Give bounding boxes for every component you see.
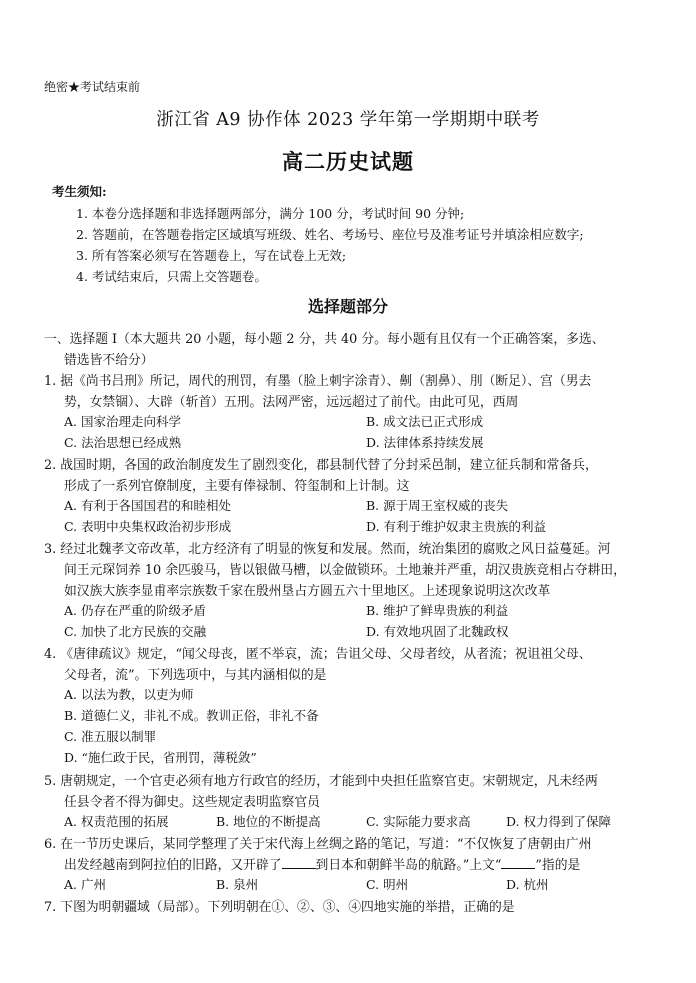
exam-subtitle: 高二历史试题: [282, 149, 414, 174]
section-title: 选择题部分: [307, 297, 388, 316]
notice-heading: 考生须知:: [52, 184, 107, 199]
confidential-mark: 绝密★考试结束前: [44, 80, 141, 94]
question-6-text: 6. 在一节历史课后，某同学整理了关于宋代海上丝绸之路的笔记，写道：“不仅恢复了唐朝由广州: [44, 837, 592, 852]
option-c: C. 加快了北方民族的交融: [64, 624, 207, 639]
option-a: A. 仍存在严重的阶级矛盾: [64, 603, 206, 618]
option-a: A. 广州: [64, 877, 106, 892]
question-7-text: 7. 下图为明朝疆域（局部）。下列明朝在①、②、③、④四地实施的举措，正确的是: [44, 900, 515, 915]
option-a: A. 国家治理走向科学: [64, 414, 181, 429]
question-6-text: [64, 854, 580, 873]
option-b: B. 道德仁义，非礼不成。教训正俗，非礼不备: [64, 708, 319, 723]
notice-item: 1. 本卷分选择题和非选择题两部分，满分 100 分，考试时间 90 分钟;: [76, 206, 465, 221]
question-3-text: 如汉族大族李显甫率宗族数千家在殷州垦占方圆五六十里地区。上述现象说明这次改革: [64, 584, 551, 599]
option-d: D. 有利于维护奴隶主贵族的利益: [366, 519, 547, 534]
fill-blank: [282, 856, 316, 869]
option-c: C. 明州: [366, 877, 409, 892]
question-5-text: 5. 唐朝规定，一个官吏必须有地方行政官的经历，才能到中央担任监察官吏。宋朝规定，凡未经两: [44, 774, 598, 789]
option-d: D. 权力得到了保障: [506, 814, 612, 829]
question-4-text: 父母者，流”。下列选项中，与其内涵相似的是: [64, 668, 327, 683]
question-4-text: 4. 《唐律疏议》规定，“闻父母丧，匿不举哀，流；告诅父母、父母者绞，从者流；祝诅祖父母、: [44, 647, 592, 662]
exam-title: 浙江省 A9 协作体 2023 学年第一学期期中联考: [156, 110, 540, 130]
option-c: C. 准五服以制罪: [64, 729, 157, 744]
part-instruction: 错选皆不给分）: [64, 353, 154, 368]
notice-item: 3. 所有答案必须写在答题卷上，写在试卷上无效;: [76, 248, 347, 263]
option-b: B. 成文法已正式形成: [366, 414, 484, 429]
notice-item: 4. 考试结束后，只需上交答题卷。: [76, 269, 267, 284]
option-d: D. 有效地巩固了北魏政权: [366, 624, 509, 639]
option-a: A. 以法为教，以吏为师: [64, 687, 194, 702]
option-c: C. 表明中央集权政治初步形成: [64, 519, 232, 534]
option-c: C. 法治思想已经成熟: [64, 435, 182, 450]
option-b: B. 泉州: [216, 877, 259, 892]
question-1-text: 1. 据《尚书吕刑》所记，周代的刑罚，有墨（脸上刺字涂青）、劓（割鼻）、刖（断足）、宫（男去: [44, 374, 592, 389]
question-3-text: 间王元琛饲养 10 余匹骏马，皆以银做马槽，以金做锁环。土地兼并严重，胡汉贵族竞相占夺耕田，: [64, 563, 626, 578]
fill-blank: [501, 856, 535, 869]
notice-item: 2. 答题前，在答题卷指定区域填写班级、姓名、考场号、座位号及准考证号并填涂相应数字;: [76, 227, 584, 242]
question-6-part: ”指的是: [535, 858, 581, 873]
question-2-text: 形成了一系列官僚制度，主要有俸禄制、符玺制和上计制。这: [64, 479, 410, 494]
question-3-text: 3. 经过北魏孝文帝改革，北方经济有了明显的恢复和发展。然而，统治集团的腐败之风日益蔓延。河: [44, 542, 611, 557]
option-b: B. 维护了鲜卑贵族的利益: [366, 603, 509, 618]
question-2-text: 2. 战国时期，各国的政治制度发生了剧烈变化，郡县制代替了分封采邑制，建立征兵制和常备兵，: [44, 458, 598, 473]
option-d: D. “施仁政于民，省刑罚，薄税敛”: [64, 750, 257, 765]
question-1-text: 势，女禁锢）、大辟（斩首）五刑。法网严密，远远超过了前代。由此可见，西周: [64, 395, 519, 410]
option-d: D. 杭州: [506, 877, 549, 892]
question-6-part: 出发经越南到阿拉伯的旧路，又开辟了: [64, 858, 282, 873]
option-d: D. 法律体系持续发展: [366, 435, 484, 450]
part-instruction: 一、选择题 Ⅰ（本大题共 20 小题，每小题 2 分，共 40 分。每小题有且仅有一个正确答案，多选、: [44, 332, 605, 347]
option-b: B. 源于周王室权威的丧失: [366, 498, 509, 513]
option-a: A. 权责范围的拓展: [64, 814, 169, 829]
question-6-part: 到日本和朝鲜半岛的航路。”上文“: [315, 858, 502, 873]
option-c: C. 实际能力要求高: [366, 814, 471, 829]
option-a: A. 有利于各国国君的和睦相处: [64, 498, 231, 513]
option-b: B. 地位的不断提高: [216, 814, 321, 829]
question-5-text: 任县令者不得为御史。这些规定表明监察官员: [64, 795, 320, 810]
